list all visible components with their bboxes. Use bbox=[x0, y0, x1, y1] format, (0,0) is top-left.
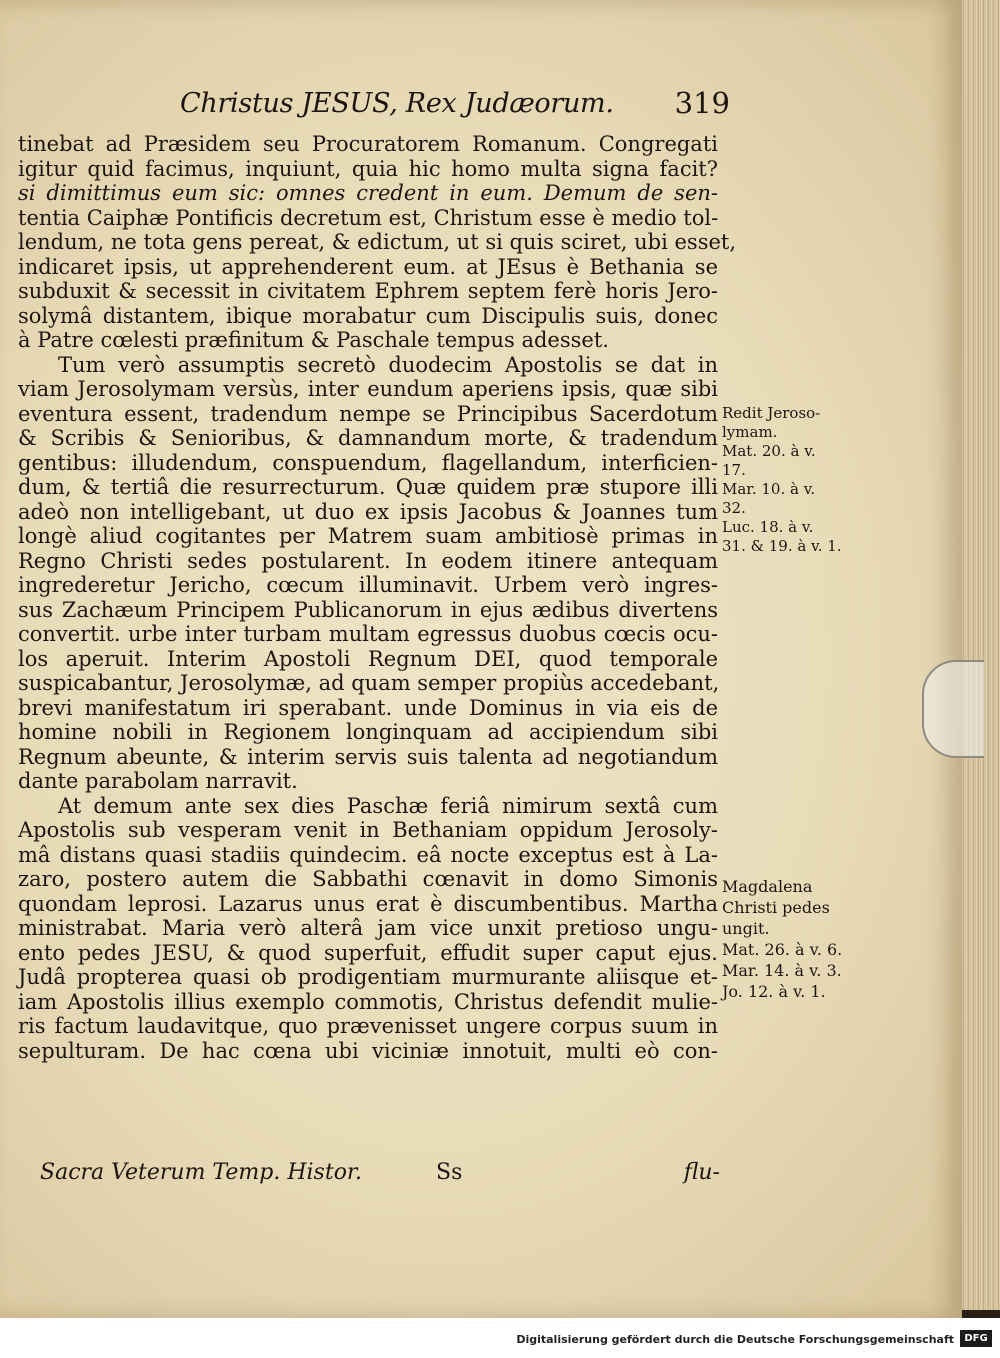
text-line: indicaret ipsis, ut apprehenderent eum. at JEsus è Bethania se bbox=[18, 254, 718, 279]
marginal-note-redit bbox=[722, 404, 850, 556]
text-line: Tum verò assumptis secretò duodecim Apostolis se dat in bbox=[58, 352, 718, 377]
signature-title: Sacra Veterum Temp. Histor. bbox=[40, 1160, 363, 1185]
text-line: Regno Christi sedes postularent. In eodem itinere antequam bbox=[18, 548, 718, 573]
text-line: si dimittimus eum sic: omnes credent in eum. Demum de sen- bbox=[18, 181, 718, 205]
text-line: sepulturam. De hac cœna ubi viciniæ innotuit, multi eò con- bbox=[18, 1038, 718, 1063]
text-line: brevi manifestatum iri sperabant. unde Dominus in via eis de bbox=[18, 695, 718, 720]
page-header bbox=[180, 84, 730, 128]
text-line: Apostolis sub vesperam venit in Bethaniam oppidum Jerosoly- bbox=[18, 818, 718, 842]
marginal-line: Jo. 12. à v. 1. bbox=[722, 982, 826, 1001]
signature-mark: Ss bbox=[436, 1160, 463, 1185]
marginal-line: Mar. 14. à v. 3. bbox=[722, 961, 842, 980]
text-line: dante parabolam narravit. bbox=[18, 769, 298, 793]
marginal-line: 32. bbox=[722, 499, 746, 517]
text-line: ento pedes JESU, & quod superfuit, effudit super caput ejus. bbox=[18, 940, 718, 965]
page-number: 319 bbox=[674, 86, 730, 120]
text-line: & Scribis & Senioribus, & damnandum morte, & tradendum bbox=[18, 426, 718, 450]
text-line: convertit. urbe inter turbam multam egressus duobus cœcis ocu- bbox=[18, 622, 718, 646]
text-line: mâ distans quasi stadiis quindecim. eâ nocte exceptus est à La- bbox=[18, 842, 718, 867]
marginal-line: Mat. 26. à v. 6. bbox=[722, 940, 843, 959]
marginal-line: 31. & 19. à v. 1. bbox=[722, 537, 842, 555]
text-line: lendum, ne tota gens pereat, & edictum, ut si quis sciret, ubi esset, bbox=[18, 230, 737, 254]
marginal-line: ungit. bbox=[722, 919, 770, 938]
marginal-note-magdalena bbox=[722, 876, 850, 1002]
page-footer bbox=[40, 1160, 720, 1190]
text-line: ministrabat. Maria verò alterâ jam vice unxit pretioso ungu- bbox=[18, 916, 718, 940]
text-line: tinebat ad Præsidem seu Procuratorem Romanum. Congregati bbox=[18, 132, 718, 156]
text-line: At demum ante sex dies Paschæ feriâ nimirum sextâ cum bbox=[58, 793, 718, 818]
marginal-line: 17. bbox=[722, 461, 746, 479]
text-line: subduxit & secessit in civitatem Ephrem septem ferè horis Jero- bbox=[18, 279, 718, 303]
marginal-line: Mat. 20. à v. bbox=[722, 442, 816, 460]
text-line: quondam leprosi. Lazarus unus erat è discumbentibus. Martha bbox=[18, 891, 718, 916]
text-line: viam Jerosolymam versùs, inter eundum aperiens ipsis, quæ sibi bbox=[18, 377, 718, 401]
text-line: adeò non intelligebant, ut duo ex ipsis Jacobus & Joannes tum bbox=[18, 499, 718, 524]
marginal-line: lymam. bbox=[722, 423, 778, 441]
marginal-line: Redit Jeroso- bbox=[722, 404, 821, 422]
page-clip bbox=[922, 660, 984, 758]
marginal-line: Mar. 10. à v. bbox=[722, 480, 816, 498]
marginal-line: Magdalena bbox=[722, 877, 813, 896]
text-line: igitur quid facimus, inquiunt, quia hic homo multa signa facit? bbox=[18, 156, 718, 181]
text-line: à Patre cœlesti præfinitum & Paschale tempus adesset. bbox=[18, 328, 609, 352]
text-line: zaro, postero autem die Sabbathi cœnavit in domo Simonis bbox=[18, 867, 718, 891]
text-line: los aperuit. Interim Apostoli Regnum DEI, quod temporale bbox=[18, 646, 718, 671]
text-line: homine nobili in Regionem longinquam ad accipiendum sibi bbox=[18, 720, 718, 744]
catchword: flu- bbox=[683, 1160, 720, 1185]
text-line: ingrederetur Jericho, cœcum illuminavit. Urbem verò ingres- bbox=[18, 573, 718, 597]
text-line: suspicabantur, Jerosolymæ, ad quam semper propiùs accedebant, bbox=[18, 671, 720, 695]
text-line: iam Apostolis illius exemplo commotis, Christus defendit mulie- bbox=[18, 989, 718, 1014]
running-title: Christus JESUS, Rex Judæorum. bbox=[180, 88, 614, 119]
text-line: longè aliud cogitantes per Matrem suam ambitiosè primas in bbox=[18, 524, 718, 548]
text-line: dum, & tertiâ die resurrecturum. Quæ quidem præ stupore illi bbox=[18, 475, 718, 499]
text-line: ris factum laudavitque, quo prævenisset ungere corpus suum in bbox=[18, 1014, 718, 1038]
text-line: solymâ distantem, ibique morabatur cum Discipulis suis, donec bbox=[18, 303, 718, 328]
text-line: Regnum abeunte, & interim servis suis talenta ad negotiandum bbox=[18, 744, 718, 769]
marginal-line: Luc. 18. à v. bbox=[722, 518, 814, 536]
funding-note: Digitalisierung gefördert durch die Deutsche Forschungsgemeinschaft bbox=[516, 1333, 954, 1346]
text-line: sus Zachæum Principem Publicanorum in ejus ædibus divertens bbox=[18, 597, 718, 622]
text-line: gentibus: illudendum, conspuendum, flagellandum, interficien- bbox=[18, 450, 718, 475]
text-line: tentia Caiphæ Pontificis decretum est, Christum esse è medio tol- bbox=[18, 205, 719, 230]
text-line: Judâ propterea quasi ob prodigentiam murmurante aliisque et- bbox=[18, 965, 718, 989]
marginal-line: Christi pedes bbox=[722, 898, 830, 917]
text-line: eventura essent, tradendum nempe se Principibus Sacerdotum bbox=[18, 401, 718, 426]
dfg-logo: DFG bbox=[960, 1330, 992, 1347]
